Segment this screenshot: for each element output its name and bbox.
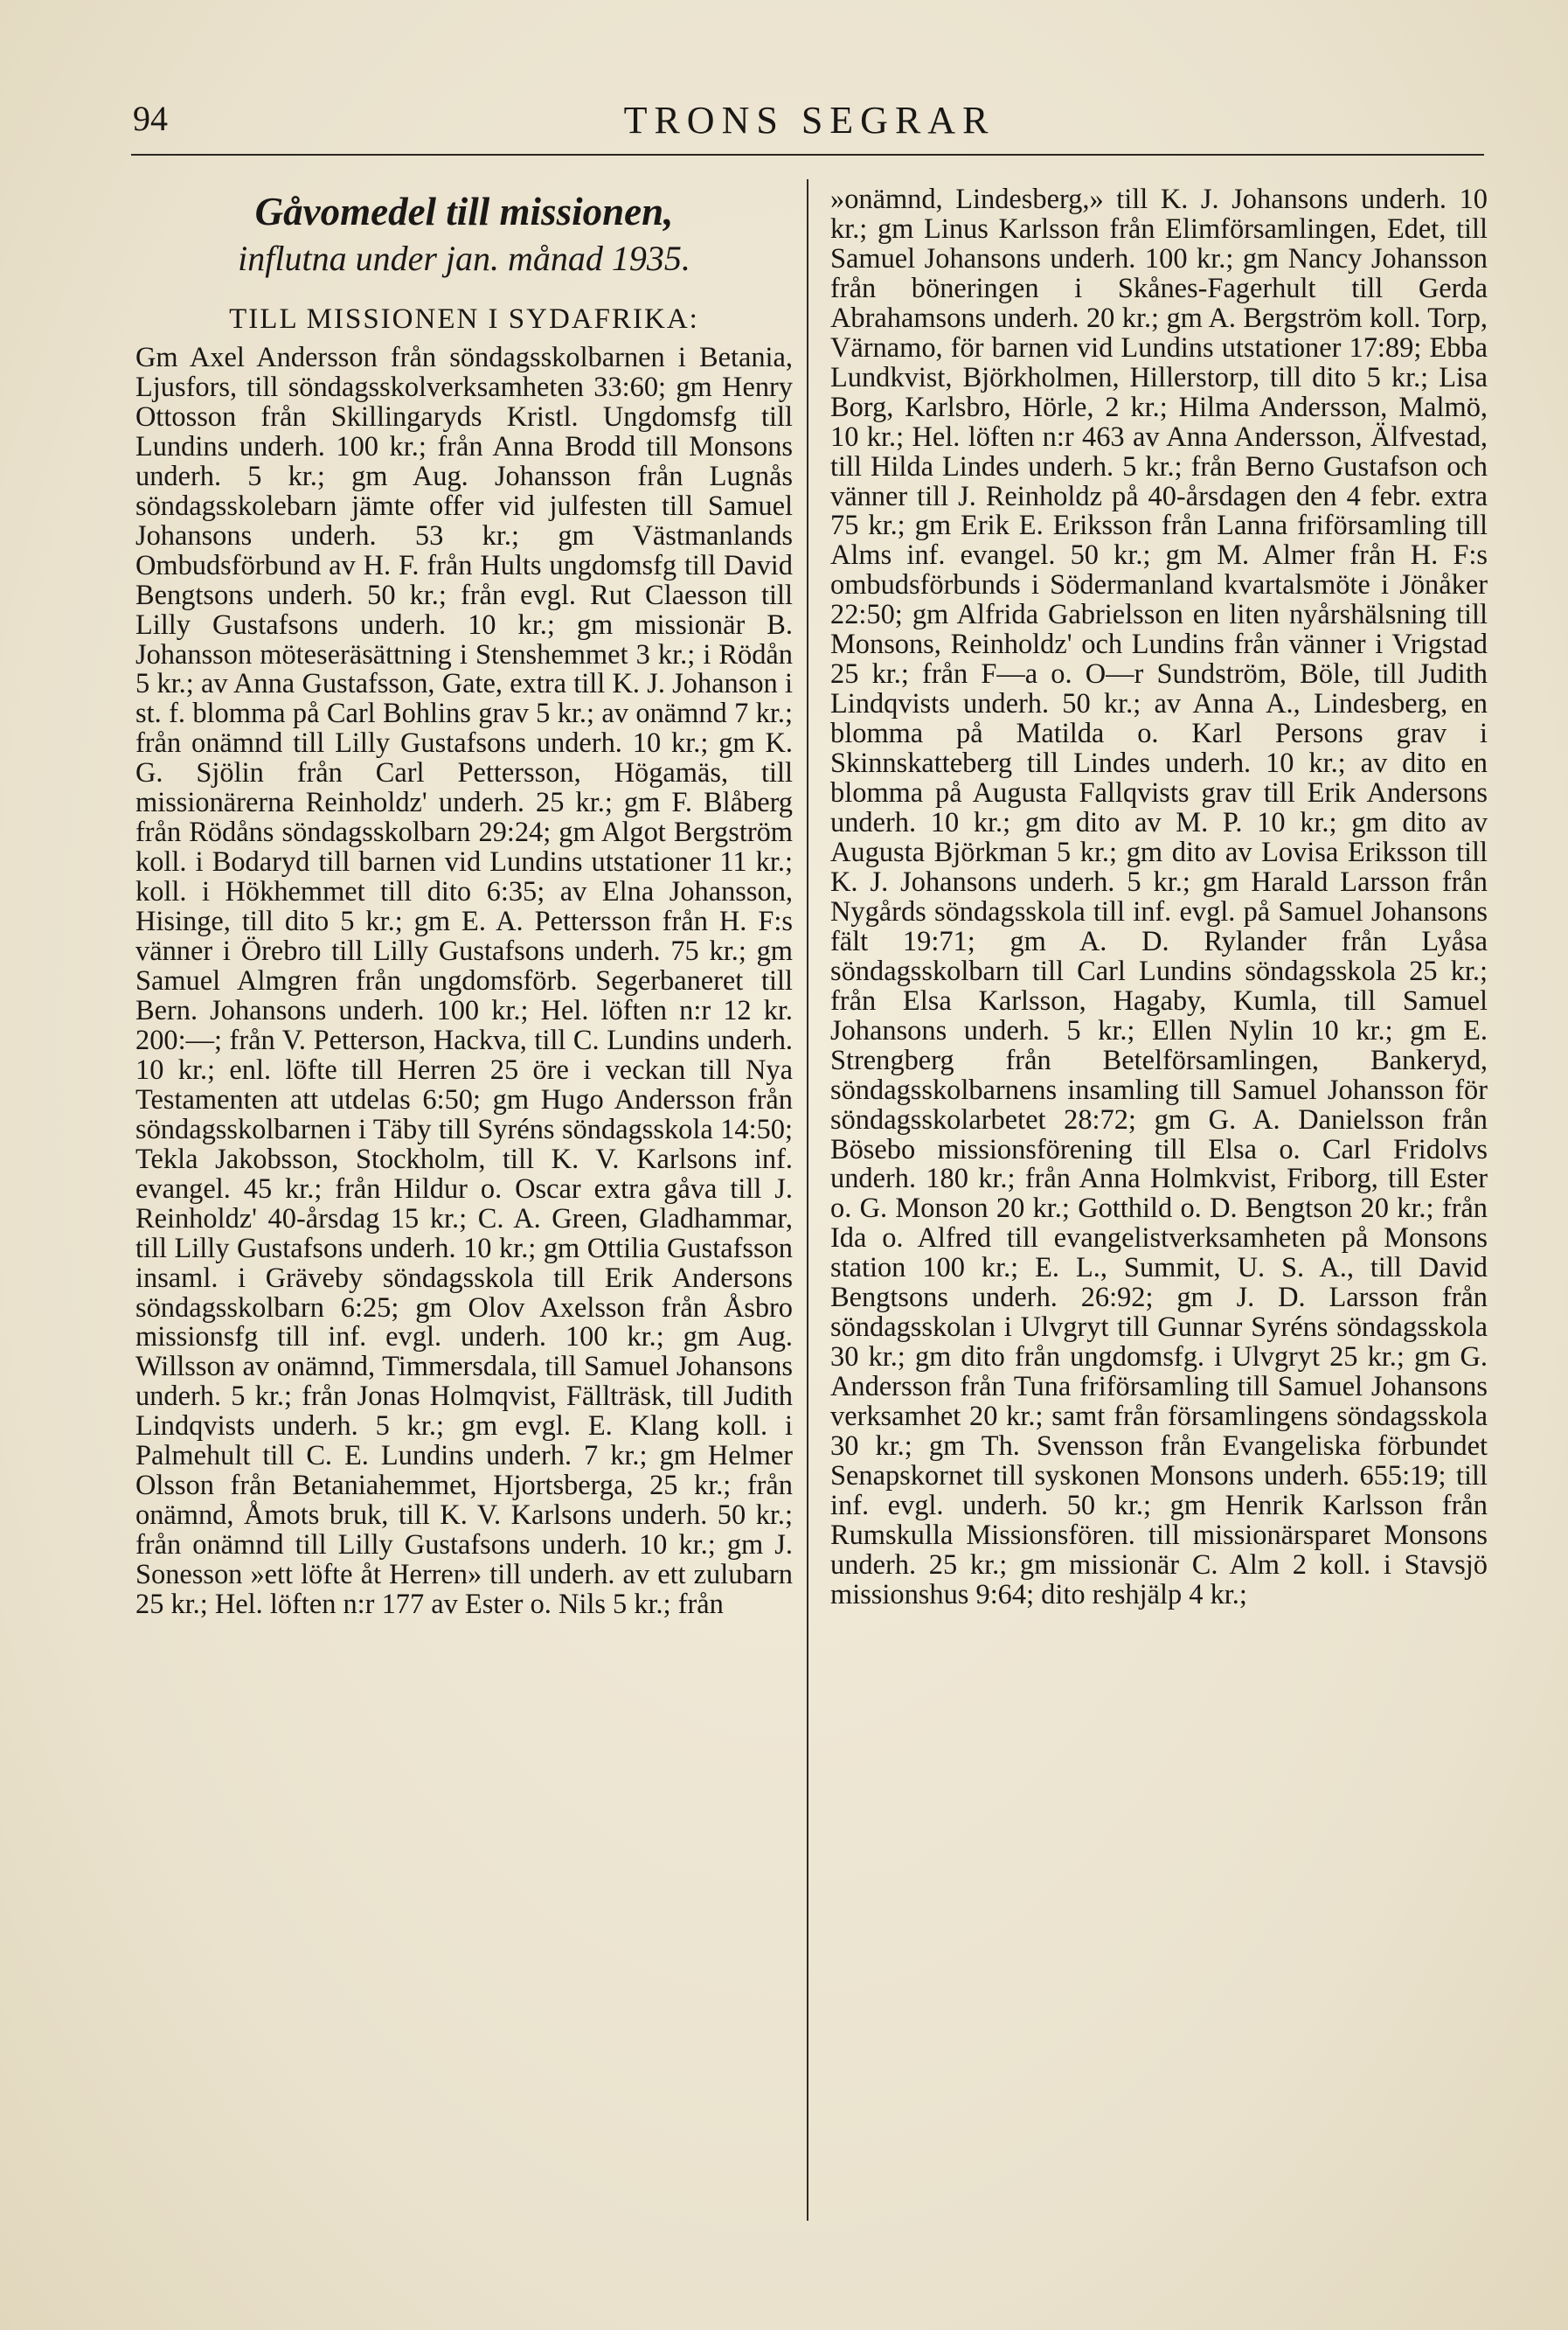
page-header [133, 98, 1486, 150]
column-divider [807, 179, 808, 2221]
left-column [135, 179, 793, 1620]
right-column-text: »onämnd, Lindesberg,» till K. J. Johansons underh. 10 kr.; gm Linus Karlsson från Elimförsamlingen, Edet, till Samuel Johansons underh. 100 kr.; gm Nancy Johansson från böneringen i Skånes-Fagerhult till Gerda Abrahamsons underh. 20 kr.; gm A. Bergström koll. Torp, Värnamo, för barnen vid Lundins utstationer 17:89; Ebba Lundkvist, Björkholmen, Hillerstorp, till dito 5 kr.; Lisa Borg, Karlsbro, Hörle, 2 kr.; Hilma Andersson, Malmö, 10 kr.; Hel. löften n:r 463 av Anna Andersson, Älfvestad, till Hilda Lindes underh. 5 kr.; från Berno Gustafson och vänner till J. Reinholdz på 40-årsdagen den 4 febr. extra 75 kr.; gm Erik E. Eriksson från Lanna friförsamling till Alms inf. evangel. 50 kr.; gm M. Almer från H. F:s ombudsförbunds i Södermanland kvartalsmöte i Jönåker 22:50; gm Alfrida Gabrielsson en liten nyårshälsning till Monsons, Reinholdz' och Lundins från vänner i Vrigstad 25 kr.; från F—a o. O—r Sundström, Böle, till Judith Lindqvists underh. 50 kr.; av Anna A., Lindesberg, en blomma på Matilda o. Karl Persons grav i Skinnskatteberg till Lindes underh. 10 kr.; av dito en blomma på Augusta Fallqvists grav till Erik Andersons underh. 10 kr.; gm dito av M. P. 10 kr.; gm dito av Augusta Björkman 5 kr.; gm dito av Lovisa Eriksson till K. J. Johansons underh. 5 kr.; gm Harald Larsson från Nygårds söndagsskola till inf. evgl. på Samuel Johansons fält 19:71; gm A. D. Rylander från Lyåsa söndagsskolbarn till Carl Lundins söndagsskola 25 kr.; från Elsa Karlsson, Hagaby, Kumla, till Samuel Johansons underh. 5 kr.; Ellen Nylin 10 kr.; gm E. Strengberg från Betelförsamlingen, Bankeryd, söndagsskolbarnens insamling till Samuel Johansson för söndagsskolarbetet 28:72; gm G. A. Danielsson från Bösebo missionsförening till Elsa o. Carl Fridolvs underh. 180 kr.; från Anna Holmkvist, Friborg, till Ester o. G. Monson 20 kr.; Gotthild o. D. Bengtson 20 kr.; från Ida o. Alfred till evangelistverksamheten på Monsons station 100 kr.; E. L., Summit, U. S. A., till David Bengtsons underh. 26:92; gm J. D. Larsson från söndagsskolan i Ulvgryt till Gunnar Syréns söndagsskola 30 kr.; gm dito från ungdomsfg. i Ulvgryt 25 kr.; gm G. Andersson från Tuna friförsamling till Samuel Johansons verksamhet 20 kr.; samt från församlingens söndagsskola 30 kr.; gm Th. Svensson från Evangeliska förbundet Senapskornet till syskonen Monsons underh. 655:19; till inf. evgl. underh. 50 kr.; gm Henrik Karlsson från Rumskulla Missionsfören. till missionärsparet Monsons underh. 25 kr.; gm missionär C. Alm 2 koll. i Stavsjö missionshus 9:64; dito reshjälp 4 kr.; [830, 184, 1488, 1610]
left-column-text: Gm Axel Andersson från söndagsskolbarnen i Betania, Ljusfors, till söndagsskolverksamheten 33:60; gm Henry Ottosson från Skillingaryds Kristl. Ungdomsfg till Lundins underh. 100 kr.; från Anna Brodd till Monsons underh. 5 kr.; gm Aug. Johansson från Lugnås söndagsskolebarn jämte offer vid julfesten till Samuel Johansons underh. 53 kr.; gm Västmanlands Ombudsförbund av H. F. från Hults ungdomsfg till David Bengtsons underh. 50 kr.; från evgl. Rut Claesson till Lilly Gustafsons underh. 10 kr.; gm missionär B. Johansson möteseräsättning i Stenshemmet 3 kr.; i Rödån 5 kr.; av Anna Gustafsson, Gate, extra till K. J. Johanson i st. f. blomma på Carl Bohlins grav 5 kr.; av onämnd 7 kr.; från onämnd till Lilly Gustafsons underh. 10 kr.; gm K. G. Sjölin från Carl Pettersson, Högamäs, till missionärerna Reinholdz' underh. 25 kr.; gm F. Blåberg från Rödåns söndagsskolbarn 29:24; gm Algot Bergström koll. i Bodaryd till barnen vid Lundins utstationer 11 kr.; koll. i Hökhemmet till dito 6:35; av Elna Johansson, Hisinge, till dito 5 kr.; gm E. A. Pettersson från H. F:s vänner i Örebro till Lilly Gustafsons underh. 75 kr.; gm Samuel Almgren från ungdomsförb. Segerbaneret till Bern. Johansons underh. 100 kr.; Hel. löften n:r 12 kr. 200:—; från V. Petterson, Hackva, till C. Lundins underh. 10 kr.; enl. löfte till Herren 25 öre i veckan till Nya Testamenten att utdelas 6:50; gm Hugo Andersson från söndagsskolbarnen i Täby till Syréns söndagsskola 14:50; Tekla Jakobsson, Stockholm, till K. V. Karlsons inf. evangel. 45 kr.; från Hildur o. Oscar extra gåva till J. Reinholdz' 40-årsdag 15 kr.; C. A. Green, Gladhammar, till Lilly Gustafsons underh. 10 kr.; gm Ottilia Gustafsson insaml. i Gräveby söndagsskola till Erik Andersons söndagsskolbarn 6:25; gm Olov Axelsson från Åsbro missionsfg till inf. evgl. underh. 100 kr.; gm Aug. Willsson av onämnd, Timmersdala, till Samuel Johansons underh. 5 kr.; från Jonas Holmqvist, Fällträsk, till Judith Lindqvists underh. 5 kr.; gm evgl. E. Klang koll. i Palmehult till C. E. Lundins underh. 7 kr.; gm Helmer Olsson från Betaniahemmet, Hjortsberga, 25 kr.; från onämnd, Åmots bruk, till K. V. Karlsons underh. 50 kr.; från onämnd till Lilly Gustafsons underh. 10 kr.; gm J. Sonesson »ett löfte åt Herren» till underh. av ett zulubarn 25 kr.; Hel. löften n:r 177 av Ester o. Nils 5 kr.; från [135, 342, 793, 1621]
article-title: Gåvomedel till missionen, [254, 190, 674, 233]
right-column [830, 185, 1488, 1610]
article-subtitle: influtna under jan. månad 1935. [238, 239, 690, 278]
section-heading: TILL MISSIONEN I SYDAFRIKA: [229, 303, 699, 335]
header-rule [131, 154, 1484, 156]
page-number: 94 [133, 99, 168, 138]
running-title: TRONS SEGRAR [623, 99, 996, 142]
